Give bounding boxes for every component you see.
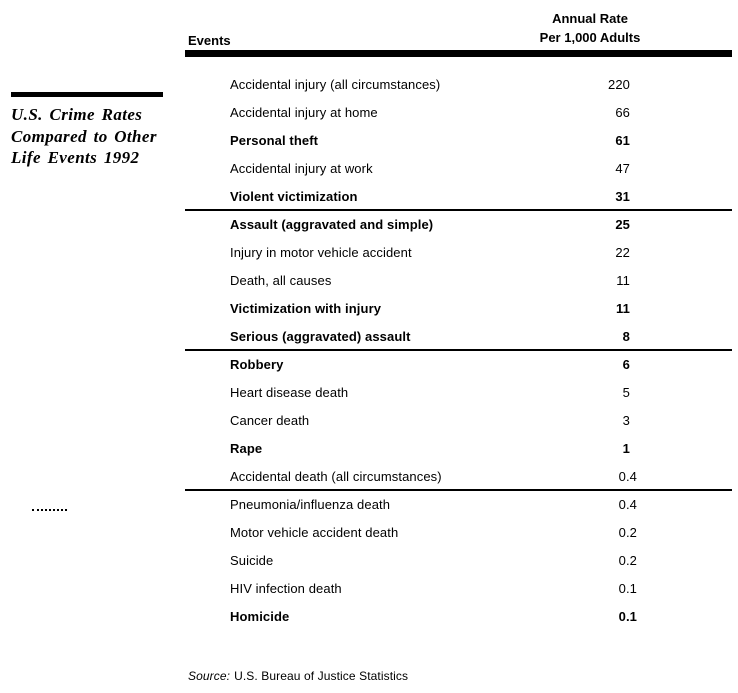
event-label: Rape (230, 440, 263, 456)
event-label: Accidental injury at work (230, 160, 373, 176)
group-separator (185, 209, 732, 211)
table-row (185, 602, 732, 630)
source-text: U.S. Bureau of Justice Statistics (234, 669, 409, 683)
rate-value: 0.2 (618, 552, 637, 568)
rate-value: 6 (622, 356, 630, 372)
event-label: Serious (aggravated) assault (230, 328, 411, 344)
rate-column-header (490, 9, 690, 47)
group-separator (185, 349, 732, 351)
rate-value: 25 (615, 216, 630, 232)
table-row (185, 182, 732, 210)
event-label: Death, all causes (230, 272, 332, 288)
event-label: Personal theft (230, 132, 319, 148)
header-rule (185, 50, 732, 57)
rate-value: 0.1 (618, 608, 637, 624)
rate-value: 8 (622, 328, 630, 344)
title-line-3: Life Events 1992 (11, 148, 140, 167)
event-label: Motor vehicle accident death (230, 524, 399, 540)
event-label: Accidental injury at home (230, 104, 378, 120)
table-row (185, 154, 732, 182)
rate-value: 11 (616, 300, 630, 316)
event-label: Robbery (230, 356, 284, 372)
rate-value: 22 (615, 244, 630, 260)
rate-value: 11 (616, 272, 630, 288)
title-line-1: U.S. Crime Rates (11, 105, 143, 124)
event-label: Violent victimization (230, 188, 358, 204)
table-row (185, 322, 732, 350)
crime-rates-table (185, 0, 732, 660)
table-row (185, 434, 732, 462)
rate-header-line-2: Per 1,000 Adults (539, 30, 641, 45)
rate-value: 31 (615, 188, 630, 204)
table-row (185, 406, 732, 434)
title-line-2: Compared to Other (11, 126, 157, 146)
table-row (185, 378, 732, 406)
rate-value: 0.4 (618, 468, 637, 484)
rate-value: 5 (622, 384, 630, 400)
document-title (11, 104, 181, 169)
rate-value: 47 (615, 160, 630, 176)
rate-value: 0.4 (618, 496, 637, 512)
table-row (185, 98, 732, 126)
rate-value: 61 (615, 132, 630, 148)
table-row (185, 546, 732, 574)
event-label: Assault (aggravated and simple) (230, 216, 434, 232)
rate-value: 0.2 (618, 524, 637, 540)
event-label: Suicide (230, 552, 274, 568)
event-label: Heart disease death (230, 384, 349, 400)
event-label: HIV infection death (230, 580, 342, 596)
table-row (185, 518, 732, 546)
event-label: Homicide (230, 608, 290, 624)
table-row (185, 462, 732, 490)
table-row (185, 238, 732, 266)
table-row (185, 350, 732, 378)
source-note (188, 669, 408, 683)
rate-value: 0.1 (618, 580, 637, 596)
rate-value: 66 (615, 104, 630, 120)
table-row (185, 266, 732, 294)
rate-value: 3 (622, 412, 630, 428)
sidebar-dotted-rule (32, 509, 67, 511)
rate-header-line-1: Annual Rate (552, 11, 628, 26)
rate-value: 220 (608, 76, 630, 92)
event-label: Pneumonia/influenza death (230, 496, 391, 512)
event-label: Accidental injury (all circumstances) (230, 76, 441, 92)
source-label: Source: (188, 669, 231, 683)
table-row (185, 210, 732, 238)
event-label: Injury in motor vehicle accident (230, 244, 412, 260)
rate-value: 1 (622, 440, 630, 456)
sidebar-top-rule (11, 92, 163, 97)
table-row (185, 70, 732, 98)
events-column-header: Events (188, 33, 231, 48)
table-row (185, 126, 732, 154)
event-label: Cancer death (230, 412, 310, 428)
group-separator (185, 489, 732, 491)
event-label: Accidental death (all circumstances) (230, 468, 442, 484)
event-label: Victimization with injury (230, 300, 382, 316)
table-row (185, 490, 732, 518)
table-row (185, 574, 732, 602)
table-row (185, 294, 732, 322)
